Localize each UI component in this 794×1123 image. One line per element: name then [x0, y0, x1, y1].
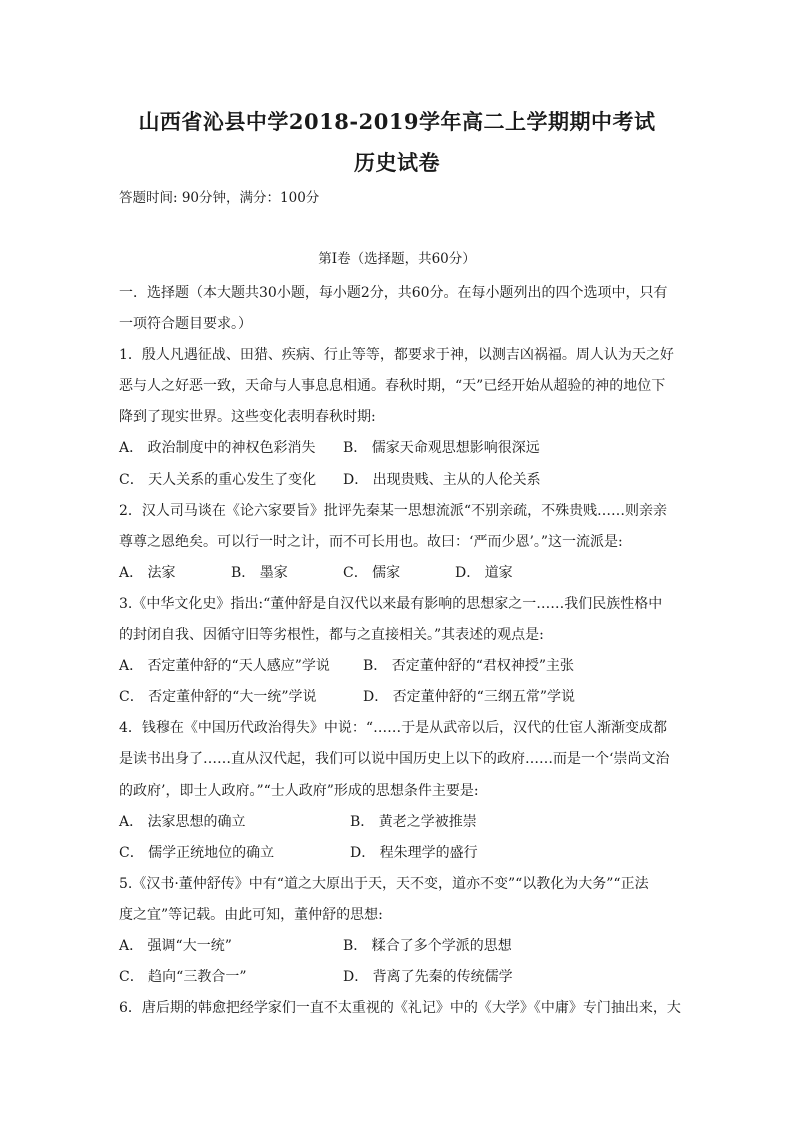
- option-row: [119, 465, 679, 496]
- instruction-line: 一项符合题目要求。）: [119, 316, 252, 333]
- option-row: [119, 682, 679, 713]
- question-text: 度之宜”等记载。由此可知，董仲舒的思想:: [119, 906, 383, 923]
- option-d: D． 否定董仲舒的“三纲五常”学说: [363, 689, 575, 706]
- option-c: C． 儒家: [343, 564, 401, 581]
- option-row: [119, 651, 679, 682]
- question-text: 2．汉人司马谈在《论六家要旨》批评先秦某一思想流派“不别亲疏，不殊贵贱……则亲亲: [119, 502, 668, 519]
- exam-subtitle: 历史试卷: [354, 150, 440, 175]
- option-row: [119, 838, 679, 869]
- option-row: [119, 931, 679, 962]
- question-5: [119, 869, 679, 993]
- option-a: A． 政治制度中的神权色彩消失: [119, 440, 316, 457]
- option-a: A． 法家: [119, 564, 176, 581]
- option-b: B． 黄老之学被推崇: [350, 813, 477, 830]
- option-d: D． 道家: [455, 564, 513, 581]
- exam-meta: 答题时间: 90分钟，满分：100分: [119, 190, 320, 206]
- question-text: 4．钱穆在《中国历代政治得失》中说：“……于是从武帝以后，汉代的仕宦人渐渐变成都: [119, 720, 668, 737]
- option-c: C． 天人关系的重心发生了变化: [119, 471, 317, 488]
- option-b: B． 否定董仲舒的“君权神授”主张: [363, 658, 575, 675]
- option-row: [119, 807, 679, 838]
- question-3: [119, 589, 679, 713]
- question-text: 降到了现实世界。这些变化表明春秋时期:: [119, 409, 376, 426]
- option-b: B． 墨家: [231, 564, 288, 581]
- option-c: C． 儒学正统地位的确立: [119, 844, 275, 861]
- option-d: D． 程朱理学的盛行: [350, 844, 478, 861]
- option-row: [119, 433, 679, 464]
- option-c: C． 趋向“三教合一”: [119, 969, 247, 986]
- question-text: 5.《汉书·董仲舒传》中有“道之大原出于天，天不变，道亦不变”“以教化为大务”“正法: [119, 875, 649, 892]
- question-text: 的封闭自我、因循守旧等劣根性，都与之直接相关。”其表述的观点是:: [119, 627, 544, 644]
- option-row: [119, 962, 679, 993]
- question-6: [119, 993, 679, 1024]
- option-c: C． 否定董仲舒的“大一统”学说: [119, 689, 317, 706]
- instruction-line: 一．选择题（本大题共30小题，每小题2分，共60分。在每小题列出的四个选项中，只有: [119, 285, 668, 301]
- question-text: 的政府’，即士人政府。”“士人政府”形成的思想条件主要是:: [119, 782, 479, 799]
- question-4: [119, 713, 679, 868]
- question-text: 尊尊之恩绝矣。可以行一时之计，而不可长用也。故曰：‘严而少恩’。”这一流派是:: [119, 533, 623, 550]
- question-text: 3.《中华文化史》指出:“董仲舒是自汉代以来最有影响的思想家之一……我们民族性格中: [119, 595, 663, 612]
- option-d: D． 出现贵贱、主从的人伦关系: [343, 471, 541, 488]
- option-d: D． 背离了先秦的传统儒学: [343, 969, 513, 986]
- question-text: 1．殷人凡遇征战、田猎、疾病、行止等等，都要求于神，以测吉凶祸福。周人认为天之好: [119, 347, 674, 364]
- option-row: [119, 558, 679, 589]
- option-a: A． 法家思想的确立: [119, 813, 246, 830]
- question-2: [119, 496, 679, 589]
- option-a: A． 否定董仲舒的“天人感应”学说: [119, 658, 330, 675]
- option-b: B． 儒家天命观思想影响很深远: [343, 440, 540, 457]
- option-a: A． 强调“大一统”: [119, 937, 232, 954]
- question-text: 恶与人之好恶一致，天命与人事息息相通。春秋时期，“天”已经开始从超验的神的地位下: [119, 378, 666, 395]
- option-b: B． 糅合了多个学派的思想: [343, 937, 512, 954]
- question-text: 是读书出身了……直从汉代起，我们可以说中国历史上以下的政府……而是一个‘崇尚文治: [119, 751, 670, 768]
- exam-content: [119, 278, 679, 1024]
- section-title: 第Ⅰ卷（选择题，共60分）: [318, 251, 476, 267]
- exam-title: 山西省沁县中学2018-2019学年高二上学期期中考试: [138, 109, 656, 134]
- question-text: 6．唐后期的韩愈把经学家们一直不太重视的《礼记》中的《大学》《中庸》专门抽出来，大: [119, 1000, 681, 1017]
- question-1: [119, 340, 679, 495]
